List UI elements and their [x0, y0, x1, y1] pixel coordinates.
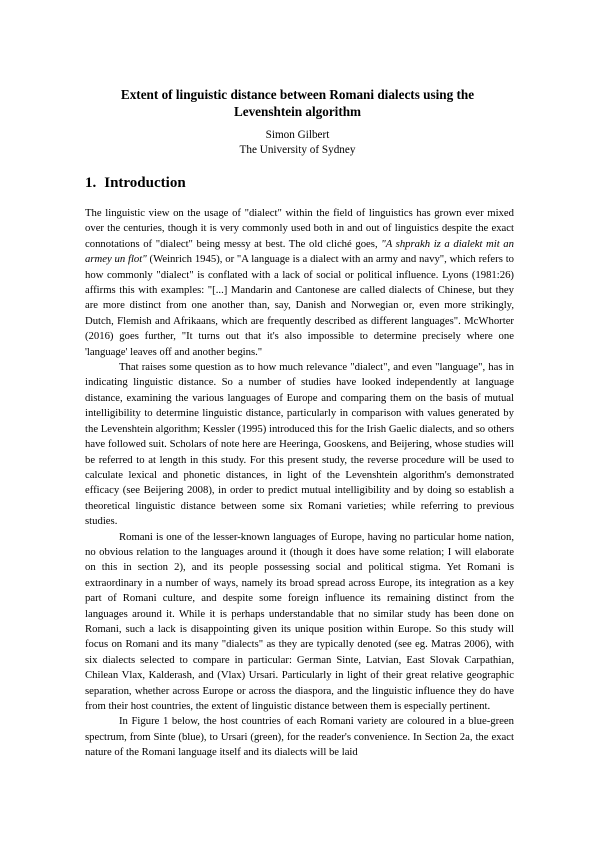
body-text	[85, 206, 514, 761]
author-name: Simon Gilbert	[265, 129, 330, 141]
paragraph-1	[85, 206, 514, 360]
section-title: Introduction	[104, 175, 186, 191]
paragraph-3: Romani is one of the lesser-known languages of Europe, having no particular home nation, no obvious relation to the languages around it (though it does have some relation; I will elaborate on this in section 2), and its people possessing social and political stigma. Yet Romani is extraordinary in a number of ways, namely its broad spread across Europe, its integration as a key part of Romani culture, and despite some foreign influence its remaining distinct from the languages around it. While it is perhaps understandable that no similar study has been done on Romani, such a lack is disappointing given its unique position within Europe. So this study will focus on Romani and its many "dialects" as they are typically denoted (see eg. Matras 2006), with six dialects selected to compare in particular: German Sinte, Latvian, East Slovak Carpathian, Chilean Vlax, Kalderash, and (Vlax) Ursari. Particularly in light of their great relative geographic separation, whether across Europe or across the diaspora, and the linguistic influence they do have from their host countries, the extent of linguistic distance between them is especially pertinent.	[85, 530, 514, 712]
paragraph-1-text-a: The linguistic view on the usage of "dialect" within the field of linguistics has grown ever mixed over the centuries, though it is very commonly used both in and out of linguistics despite the exact connotations of "dialect" being messy at best. The old cliché goes,	[85, 207, 514, 250]
paragraph-1-text-b: (Weinrich 1945), or "A language is a dialect with an army and navy", which refers to how commonly "dialect" is conflated with a lack of social or political influence. Lyons (1981:26) affirms this with examples: "[...] Mandarin and Cantonese are called dialects of Chinese, but they are more distinct from one another than, say, Danish and Norwegian or, even more strikingly, Dutch, Flemish and Afrikaans, which are frequently described as different languages". McWhorter (2016) goes further, "It turns out that it's also impossible to determine precisely where one 'language' leaves off and another begins."	[85, 253, 515, 358]
paragraph-4: In Figure 1 below, the host countries of each Romani variety are coloured in a blue-green spectrum, from Sinte (blue), to Ursari (green), for the reader's convenience. In Section 2a, the exact nature of the Romani language itself and its dialects will be laid	[85, 715, 514, 759]
paper-title	[72, 86, 523, 120]
section-heading	[85, 174, 186, 192]
title-line-2: Levenshtein algorithm	[233, 104, 362, 119]
title-line-1: Extent of linguistic distance between Romani dialects using the	[120, 87, 475, 102]
author-affiliation: The University of Sydney	[239, 144, 356, 156]
section-number: 1.	[85, 175, 97, 191]
author-block	[72, 128, 523, 158]
paragraph-2: That raises some question as to how much relevance "dialect", and even "language", has in indicating linguistic distance. So a number of studies have looked independently at language distance, examining the various languages of Europe and comparing them on the basis of mutual intelligibility to determine linguistic distance, particularly in comparison with values generated by the Levenshtein algorithm; Kessler (1995) introduced this for the Irish Gaelic dialects, and so others have followed suit. Scholars of note here are Heeringa, Gooskens, and Beijering, whose studies will be referred to at length in this study. For this present study, the reverse procedure will be used to calculate lexical and phonetic distances, in light of the Levenshtein algorithm's demonstrated efficacy (see Beijering 2008), in order to predict mutual intelligibility and by doing so establish a theoretical linguistic distance between some six Romani varieties; while referring to previous studies.	[85, 361, 514, 528]
yiddish-quote: "A shprakh iz a dialekt mit an armey un flot"	[85, 237, 514, 266]
